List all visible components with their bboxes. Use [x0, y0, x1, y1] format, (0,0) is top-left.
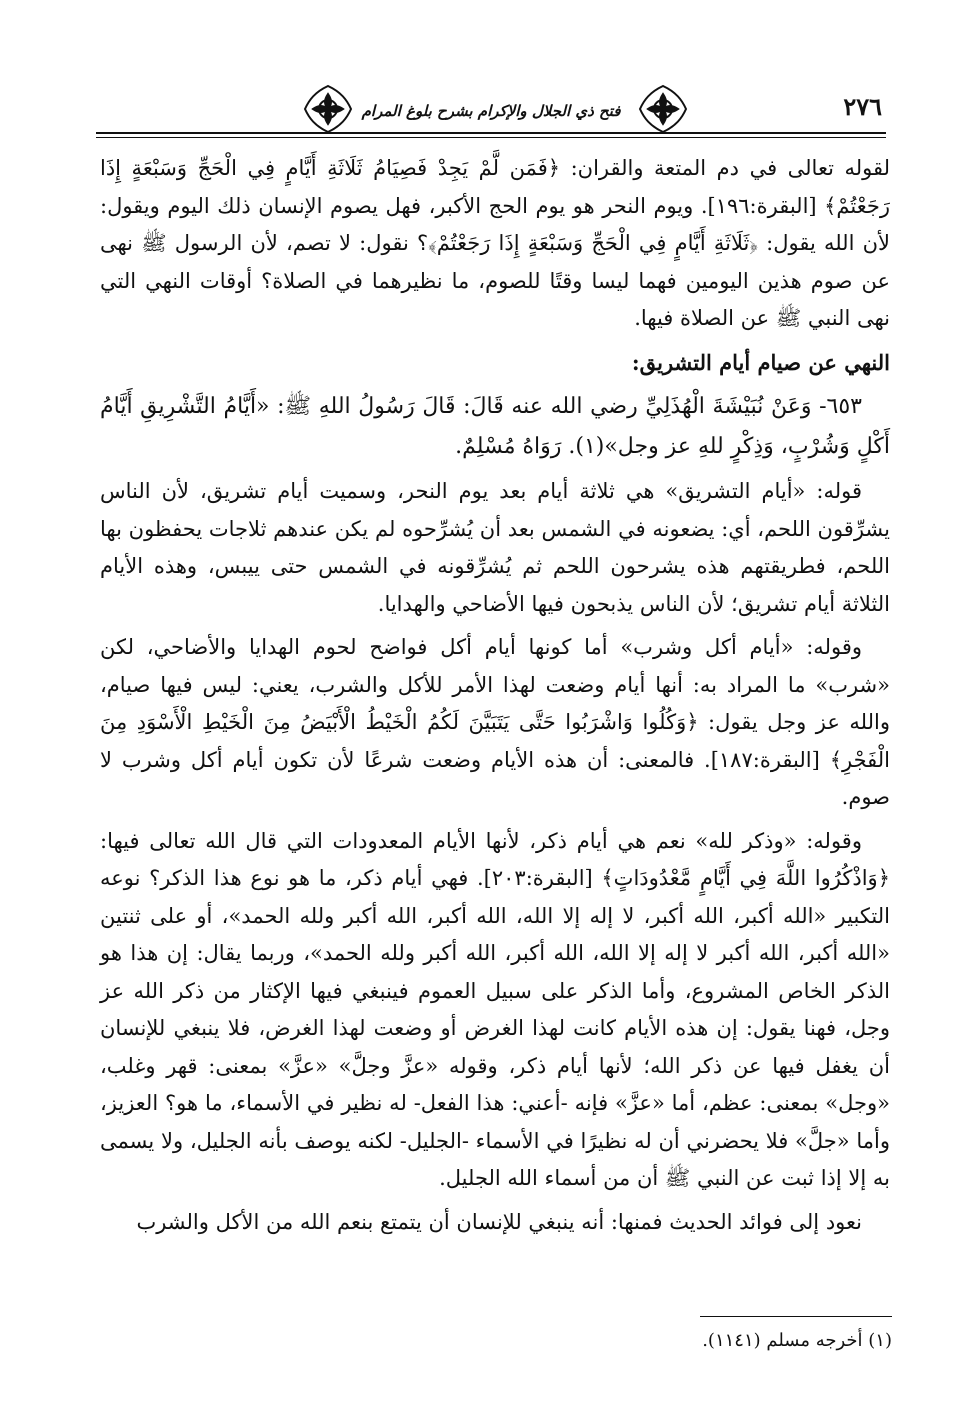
footnote: (١) أخرجه مسلم (١١٤١). — [702, 1330, 892, 1351]
paragraph: قوله: «أيام التشريق» هي ثلاثة أيام بعد يوم النحر، وسميت أيام تشريق، لأن الناس يشرِّقون اللحم، أي: يضعونه في الشمس بعد أن يُشرِّحوه لم يكن عندهم ثلاجات يحفظون بها اللحم، فطريقتهم هذه يشرحون اللحم ثم يُشرِّقونه في الشمس حتى ييبس، وهذه الأيام الثلاثة أيام تشريق؛ لأن الناس يذبحون فيها الأضاحي والهدايا. — [100, 479, 890, 616]
page-number: ٢٧٦ — [843, 92, 882, 121]
paragraph: وقوله: «أيام أكل وشرب» أما كونها أيام أكل فواضح لحوم الهدايا والأضاحي، لكن «شرب» ما المراد به: أنها أيام وضعت لهذا الأمر للأكل والشرب، يعني: ليس فيها صيام، والله عز وجل يقول: ﴿وَكُلُوا وَاشْرَبُوا حَتَّى يَتَبَيَّنَ لَكُمُ الْخَيْطُ الْأَبْيَضُ مِنَ الْخَيْطِ الْأَسْوَدِ مِنَ الْفَجْرِ﴾ [البقرة:١٨٧]. فالمعنى: أن هذه الأيام وضعت شرعًا لأن تكون أيام أكل وشرب لا صوم. — [100, 635, 890, 809]
section-heading: النهي عن صيام أيام التشريق: — [631, 349, 890, 375]
header-rule-thin — [96, 137, 886, 138]
paragraph: لقوله تعالى في دم المتعة والقران: ﴿فَمَن لَّمْ يَجِدْ فَصِيَامُ ثَلَاثَةِ أَيَّامٍ فِي الْحَجِّ وَسَبْعَةٍ إِذَا رَجَعْتُمْ﴾ [البقرة:١٩٦]. ويوم النحر هو يوم الحج الأكبر، فهل يصوم الإنسان ذلك اليوم ويقول: لأن الله يقول: ﴿ثَلَاثَةِ أَيَّامٍ فِي الْحَجِّ وَسَبْعَةٍ إِذَا رَجَعْتُمْ﴾؟ نقول: لا تصم، لأن الرسول ﷺ نهى عن صوم هذين اليومين فهما ليسا وقتًا للصوم، ما نظيرهما في الصلاة؟ أوقات النهي التي نهى النبي ﷺ عن الصلاة فيها. — [100, 156, 891, 330]
floral-ornament-icon — [636, 82, 690, 136]
page-header — [96, 82, 886, 144]
running-title: فتح ذي الجلال والإكرام بشرح بلوغ المرام — [361, 102, 621, 120]
header-rule — [96, 132, 886, 134]
footnote-divider — [700, 1316, 892, 1317]
hadith-text: ٦٥٣- وَعَنْ نُبَيْشَةَ الْهُذَلِيِّ رضي الله عنه قَالَ: قَالَ رَسُولُ اللهِ ﷺ: «أَيَّامُ التَّشْرِيقِ أَيَّامُ أَكْلٍ وَشُرْبٍ، وَذِكْرٍ للهِ عز وجل»(١). رَوَاهُ مُسْلِمٌ. — [100, 394, 890, 459]
paragraph: نعود إلى فوائد الحديث فمنها: أنه ينبغي للإنسان أن يتمتع بنعم الله من الأكل والشرب — [136, 1209, 862, 1234]
page-body — [100, 150, 890, 1247]
paragraph: وقوله: «وذكر لله» نعم هي أيام ذكر، لأنها الأيام المعدودات التي قال الله تعالى فيها: ﴿وَاذْكُرُوا اللَّهَ فِي أَيَّامٍ مَّعْدُودَاتٍ﴾ [البقرة:٢٠٣]. فهي أيام ذكر، ما هو نوع هذا الذكر؟ نوعه التكبير «الله أكبر، الله أكبر، لا إله إلا الله، الله أكبر، الله أكبر ولله الحمد»، أو على ثنتين «الله أكبر، الله أكبر لا إله إلا الله، الله أكبر، الله أكبر ولله الحمد»، وربما يقال: إن هذا هو الذكر الخاص المشروع، وأما الذكر على سبيل العموم فينبغي فيها الإكثار من ذكر الله عز وجل، فهنا يقول: إن هذه الأيام كانت لهذا الغرض أو وضعت لهذا الغرض، فلا ينبغي للإنسان أن يغفل فيها عن ذكر الله؛ لأنها أيام ذكر، وقوله «عزَّ وجلَّ» «عزَّ» بمعنى: قهر وغلب، «وجل» بمعنى: عظم، أما «عزَّ» فإنه -أعني: هذا الفعل- له نظير في الأسماء، ما هو؟ العزيز، وأما «جلَّ» فلا يحضرني أن له نظيرًا في الأسماء -الجليل- لكنه يوصف بأنه الجليل، ولا يسمى به إلا إذا ثبت عن النبي ﷺ أن من أسماء الله الجليل. — [100, 828, 890, 1190]
